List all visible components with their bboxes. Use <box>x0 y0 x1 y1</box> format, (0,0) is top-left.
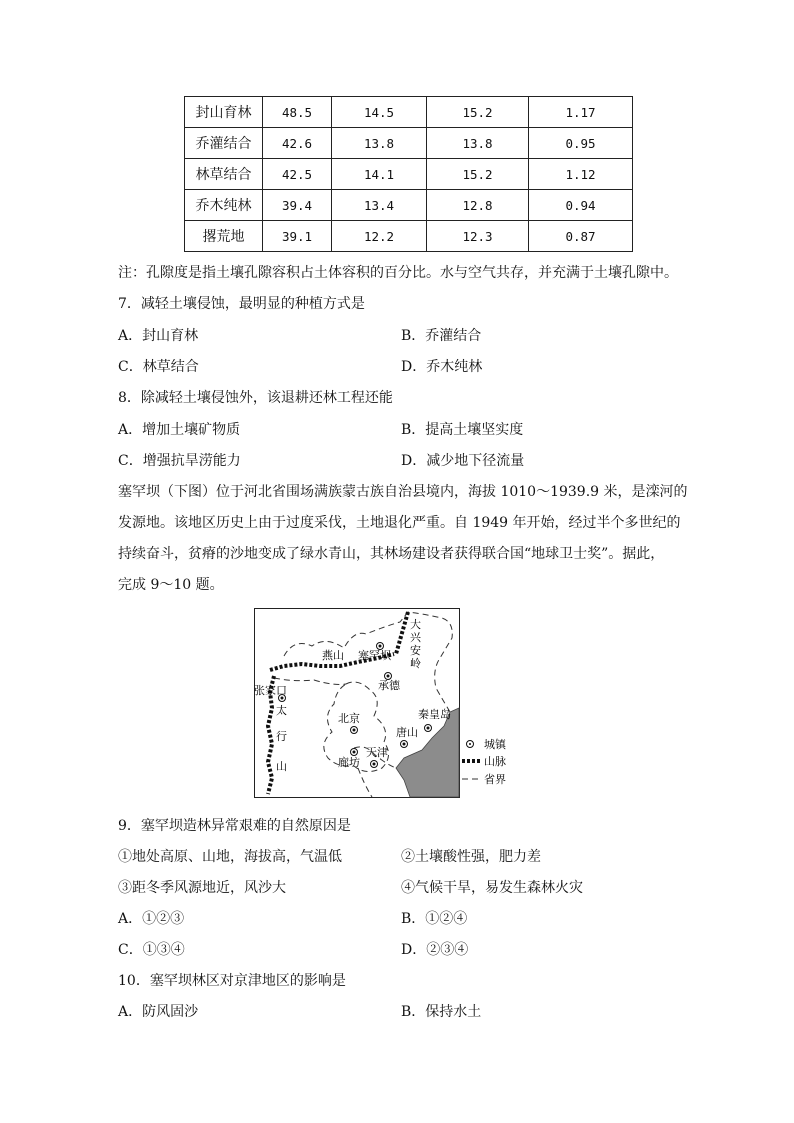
label-tianjin: 天津 <box>366 746 388 759</box>
saihanba-map <box>254 608 530 800</box>
value-cell: 13.8 <box>427 128 529 159</box>
value-cell: 15.2 <box>427 159 529 190</box>
value-cell: 48.5 <box>263 97 332 128</box>
map-legend <box>462 737 507 786</box>
label-zhangjiakou: 张家口 <box>254 684 287 697</box>
q7-option-b: B．乔灌结合 <box>401 328 482 344</box>
value-cell: 1.12 <box>529 159 633 190</box>
q9-option-b: B．①②④ <box>401 911 468 927</box>
q8-option-c: C．增强抗旱涝能力 <box>118 453 241 469</box>
planting-method-cell: 撂荒地 <box>185 221 263 252</box>
passage-line-2: 发源地。该地区历史上由于过度采伐，土地退化严重。自 1949 年开始，经过半个多世纪的 <box>118 515 681 531</box>
legend-town: 城镇 <box>484 738 506 751</box>
q10-option-b: B．保持水土 <box>401 1004 482 1020</box>
label-saihanba: 塞罕坝 <box>358 649 391 662</box>
value-cell: 39.4 <box>263 190 332 221</box>
value-cell: 12.3 <box>427 221 529 252</box>
table-note: 注：孔隙度是指土壤孔隙容积占土体容积的百分比。水与空气共存，并充满于土壤孔隙中。 <box>118 265 678 281</box>
svg-text:安: 安 <box>410 644 421 657</box>
label-langfang: 廊坊 <box>338 756 360 769</box>
passage-line-4: 完成 9～10 题。 <box>118 577 224 593</box>
svg-text:太: 太 <box>276 704 287 717</box>
table-row <box>185 97 633 128</box>
value-cell: 15.2 <box>427 97 529 128</box>
svg-text:岭: 岭 <box>410 657 421 670</box>
q9-option-c: C．①③④ <box>118 942 185 958</box>
svg-text:大: 大 <box>410 618 421 631</box>
q10-stem: 10．塞罕坝林区对京津地区的影响是 <box>118 973 346 989</box>
value-cell: 12.8 <box>427 190 529 221</box>
value-cell: 0.95 <box>529 128 633 159</box>
q9-statement-2: ②土壤酸性强，肥力差 <box>401 849 541 865</box>
table-row <box>185 128 633 159</box>
value-cell: 13.8 <box>332 128 427 159</box>
q9-stem: 9．塞罕坝造林异常艰难的自然原因是 <box>118 818 351 834</box>
label-daxinganling <box>410 617 422 670</box>
q9-statement-4: ④气候干旱，易发生森林火灾 <box>401 880 583 896</box>
soil-data-table <box>184 96 633 252</box>
q9-statement-3: ③距冬季风源地近，风沙大 <box>118 880 286 896</box>
q8-option-d: D．减少地下径流量 <box>401 453 525 469</box>
value-cell: 12.2 <box>332 221 427 252</box>
planting-method-cell: 乔木纯林 <box>185 190 263 221</box>
q8-option-a: A．增加土壤矿物质 <box>118 422 241 438</box>
value-cell: 1.17 <box>529 97 633 128</box>
q7-stem: 7．减轻土壤侵蚀，最明显的种植方式是 <box>118 296 365 312</box>
q9-statement-1: ①地处高原、山地，海拔高，气温低 <box>118 849 342 865</box>
q7-option-d: D．乔木纯林 <box>401 359 483 375</box>
q8-stem: 8．除减轻土壤侵蚀外，该退耕还林工程还能 <box>118 390 393 406</box>
passage-line-3: 持续奋斗，贫瘠的沙地变成了绿水青山，其林场建设者获得联合国“地球卫士奖”。据此， <box>118 546 665 562</box>
label-beijing: 北京 <box>338 712 360 725</box>
q7-option-a: A．封山育林 <box>118 328 199 344</box>
label-tangshan: 唐山 <box>396 726 418 739</box>
svg-text:行: 行 <box>276 730 287 743</box>
q8-option-b: B．提高土壤坚实度 <box>401 422 524 438</box>
q9-option-a: A．①②③ <box>118 911 185 927</box>
table-row <box>185 159 633 190</box>
value-cell: 13.4 <box>332 190 427 221</box>
value-cell: 0.94 <box>529 190 633 221</box>
table-row <box>185 190 633 221</box>
svg-text:兴: 兴 <box>410 631 421 644</box>
label-yanshan: 燕山 <box>322 649 344 662</box>
label-chengde: 承德 <box>378 679 400 692</box>
passage-line-1: 塞罕坝（下图）位于河北省围场满族蒙古族自治县境内，海拔 1010～1939.9 米，是滦河的 <box>118 484 688 500</box>
value-cell: 42.6 <box>263 128 332 159</box>
q7-option-c: C．林草结合 <box>118 359 199 375</box>
planting-method-cell: 林草结合 <box>185 159 263 190</box>
value-cell: 0.87 <box>529 221 633 252</box>
label-qinhuangdao: 秦皇岛 <box>418 708 451 721</box>
label-taihang <box>276 703 287 773</box>
svg-text:山: 山 <box>276 760 287 773</box>
planting-method-cell: 乔灌结合 <box>185 128 263 159</box>
legend-mountain: 山脉 <box>484 755 506 768</box>
q9-option-d: D．②③④ <box>401 942 469 958</box>
planting-method-cell: 封山育林 <box>185 97 263 128</box>
q10-option-a: A．防风固沙 <box>118 1004 199 1020</box>
legend-border: 省界 <box>484 773 506 786</box>
value-cell: 39.1 <box>263 221 332 252</box>
table-row <box>185 221 633 252</box>
value-cell: 14.1 <box>332 159 427 190</box>
value-cell: 14.5 <box>332 97 427 128</box>
value-cell: 42.5 <box>263 159 332 190</box>
